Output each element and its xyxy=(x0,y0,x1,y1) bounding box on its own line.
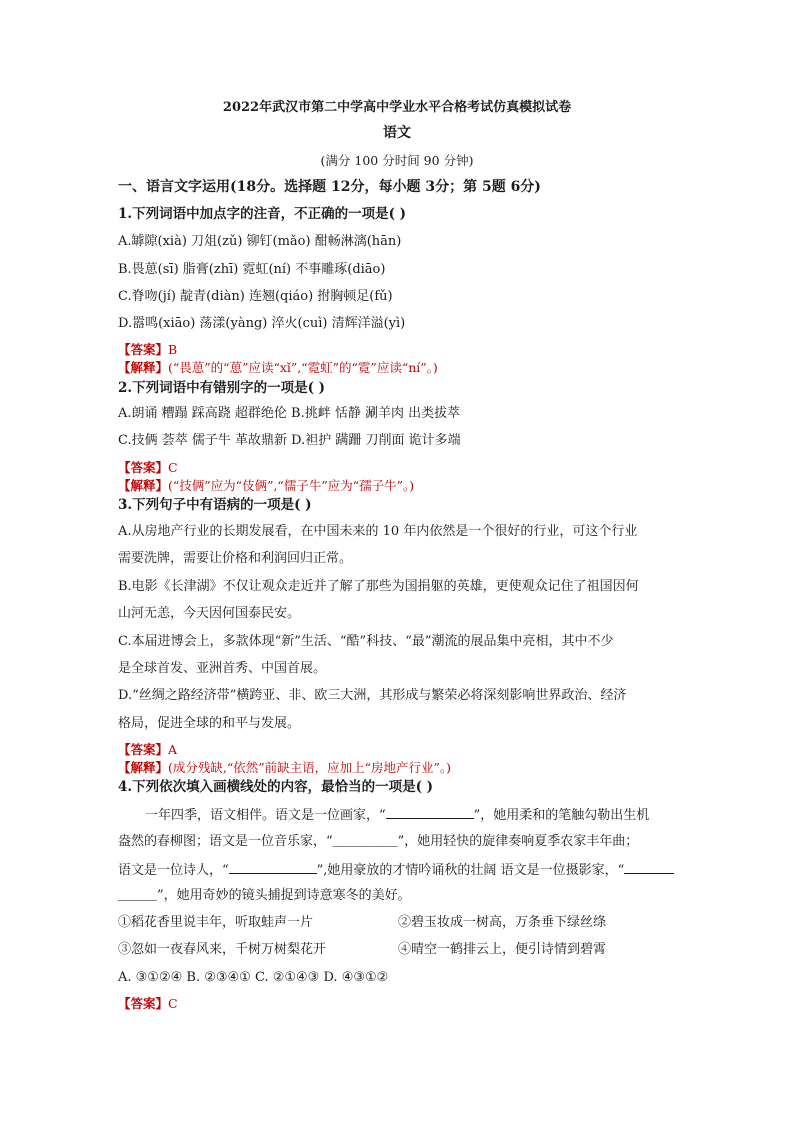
section-heading: 一、语言文字运用(18分。选择题 12分，每小题 3分；第 5题 6分) xyxy=(118,179,541,195)
question-1-option-c: C.脊吻(jí) 靛青(diàn) 连翘(qiáo) 拊胸顿足(fǔ) xyxy=(118,289,393,304)
passage-text: 语文是一位诗人，“ xyxy=(118,863,229,878)
question-1-explain xyxy=(118,360,438,376)
explain-label: 【解释】 xyxy=(118,360,169,375)
fill-blank xyxy=(624,861,674,874)
explain-text: (“畏葸”的“葸”应读“xǐ”,“霓虹”的“霓”应读“ní”。) xyxy=(168,360,438,375)
subject-title: 语文 xyxy=(383,125,411,141)
question-3-stem: 3.下列句子中有语病的一项是( ) xyxy=(118,497,312,513)
question-4-passage-line4: ＿＿＿”，她用奇妙的镜头捕捉到诗意寒冬的美好。 xyxy=(118,888,411,903)
question-4-option-4: ④晴空一鹤排云上，便引诗情到碧霄 xyxy=(398,942,607,957)
question-4-passage-line1 xyxy=(145,806,649,824)
fill-blank xyxy=(386,806,474,819)
exam-title: 2022年武汉市第二中学高中学业水平合格考试仿真模拟试卷 xyxy=(222,100,572,115)
passage-text: ”，她用柔和的笔触勾勒出生机 xyxy=(473,808,650,823)
answer-value: A xyxy=(168,742,178,757)
question-2-options-ab: A.朗诵 糟蹋 踩高跷 超群绝伦 B.挑衅 恬静 涮羊肉 出类拔萃 xyxy=(118,406,461,421)
explain-label: 【解释】 xyxy=(118,478,169,493)
question-4-choices: A. ③①②④ B. ②③④① C. ②①④③ D. ④③①② xyxy=(118,970,389,985)
question-3-option-a-line1: A.从房地产行业的长期发展看，在中国未来的 10 年内依然是一个很好的行业，可这个行业 xyxy=(118,524,638,539)
question-4-option-1: ①稻花香里说丰年，听取蛙声一片 xyxy=(118,915,314,930)
answer-value: C xyxy=(168,996,178,1011)
question-3-option-b-line2: 山河无恙，今天因何国泰民安。 xyxy=(118,606,301,621)
question-2-explain xyxy=(118,478,414,494)
question-2-stem: 2.下列词语中有错别字的一项是( ) xyxy=(118,380,326,396)
question-4-answer xyxy=(118,996,178,1012)
question-1-option-a: A.罅隙(xià) 刀俎(zǔ) 铆钉(mǎo) 酣畅淋漓(hān) xyxy=(118,234,402,249)
passage-text: 一年四季，语文相伴。语文是一位画家，“ xyxy=(145,808,386,823)
question-3-option-c-line2: 是全球首发、亚洲首秀、中国首展。 xyxy=(118,661,327,676)
answer-value: C xyxy=(168,460,178,475)
exam-info: (满分 100 分时间 90 分钟) xyxy=(320,153,474,168)
question-4-option-3: ③忽如一夜春风来，千树万树梨花开 xyxy=(118,942,327,957)
answer-label: 【答案】 xyxy=(118,996,169,1011)
question-4-option-2: ②碧玉妆成一树高，万条垂下绿丝绦 xyxy=(398,915,607,930)
answer-label: 【答案】 xyxy=(118,742,169,757)
question-4-passage-line2: 盎然的春柳图；语文是一位音乐家，“＿＿＿＿＿”，她用轻快的旋律奏响夏季农家丰年曲； xyxy=(118,834,639,849)
explain-label: 【解释】 xyxy=(118,760,169,775)
question-1-stem: 1.下列词语中加点字的注音，不正确的一项是( ) xyxy=(118,206,407,222)
question-4-passage-line3 xyxy=(118,861,674,879)
answer-label: 【答案】 xyxy=(118,342,169,357)
answer-value: B xyxy=(168,342,178,357)
question-3-option-c-line1: C.本届进博会上，多款体现“新”生活、“酷”科技、“最”潮流的展品集中亮相，其中不少 xyxy=(118,634,614,649)
question-2-options-cd: C.技俩 荟萃 儒子牛 革故鼎新 D.袒护 蹒跚 刀削面 诡计多端 xyxy=(118,433,461,448)
answer-label: 【答案】 xyxy=(118,460,169,475)
question-2-answer xyxy=(118,460,178,476)
question-1-answer xyxy=(118,342,177,358)
question-3-option-a-line2: 需要洗牌，需要让价格和利润回归正常。 xyxy=(118,551,353,566)
question-3-answer xyxy=(118,742,177,758)
passage-text: ”,她用豪放的才情吟诵秋的壮阔 语文是一位摄影家，“ xyxy=(316,863,625,878)
question-3-option-b-line1: B.电影《长津湖》不仅让观众走近并了解了那些为国捐躯的英雄，更使观众记住了祖国因何 xyxy=(118,579,639,594)
question-1-option-d: D.嚣鸣(xiāo) 荡漾(yàng) 淬火(cuì) 清辉洋溢(yì) xyxy=(118,316,406,331)
question-1-option-b: B.畏葸(sī) 脂膏(zhī) 霓虹(ní) 不事雕琢(diāo) xyxy=(118,262,386,277)
question-4-stem: 4.下列依次填入画横线处的内容，最恰当的一项是( ) xyxy=(118,779,434,795)
question-3-explain xyxy=(118,760,451,776)
explain-text: (“技俩”应为“伎俩”,“儒子牛”应为“孺子牛”。) xyxy=(168,478,415,493)
fill-blank xyxy=(229,861,317,874)
question-3-option-d-line1: D.“丝绸之路经济带”横跨亚、非、欧三大洲，其形成与繁荣必将深刻影响世界政治、经济 xyxy=(118,688,627,703)
explain-text: (成分残缺,“依然”前缺主语，应加上“房地产行业”。) xyxy=(168,760,452,775)
question-3-option-d-line2: 格局，促进全球的和平与发展。 xyxy=(118,716,301,731)
